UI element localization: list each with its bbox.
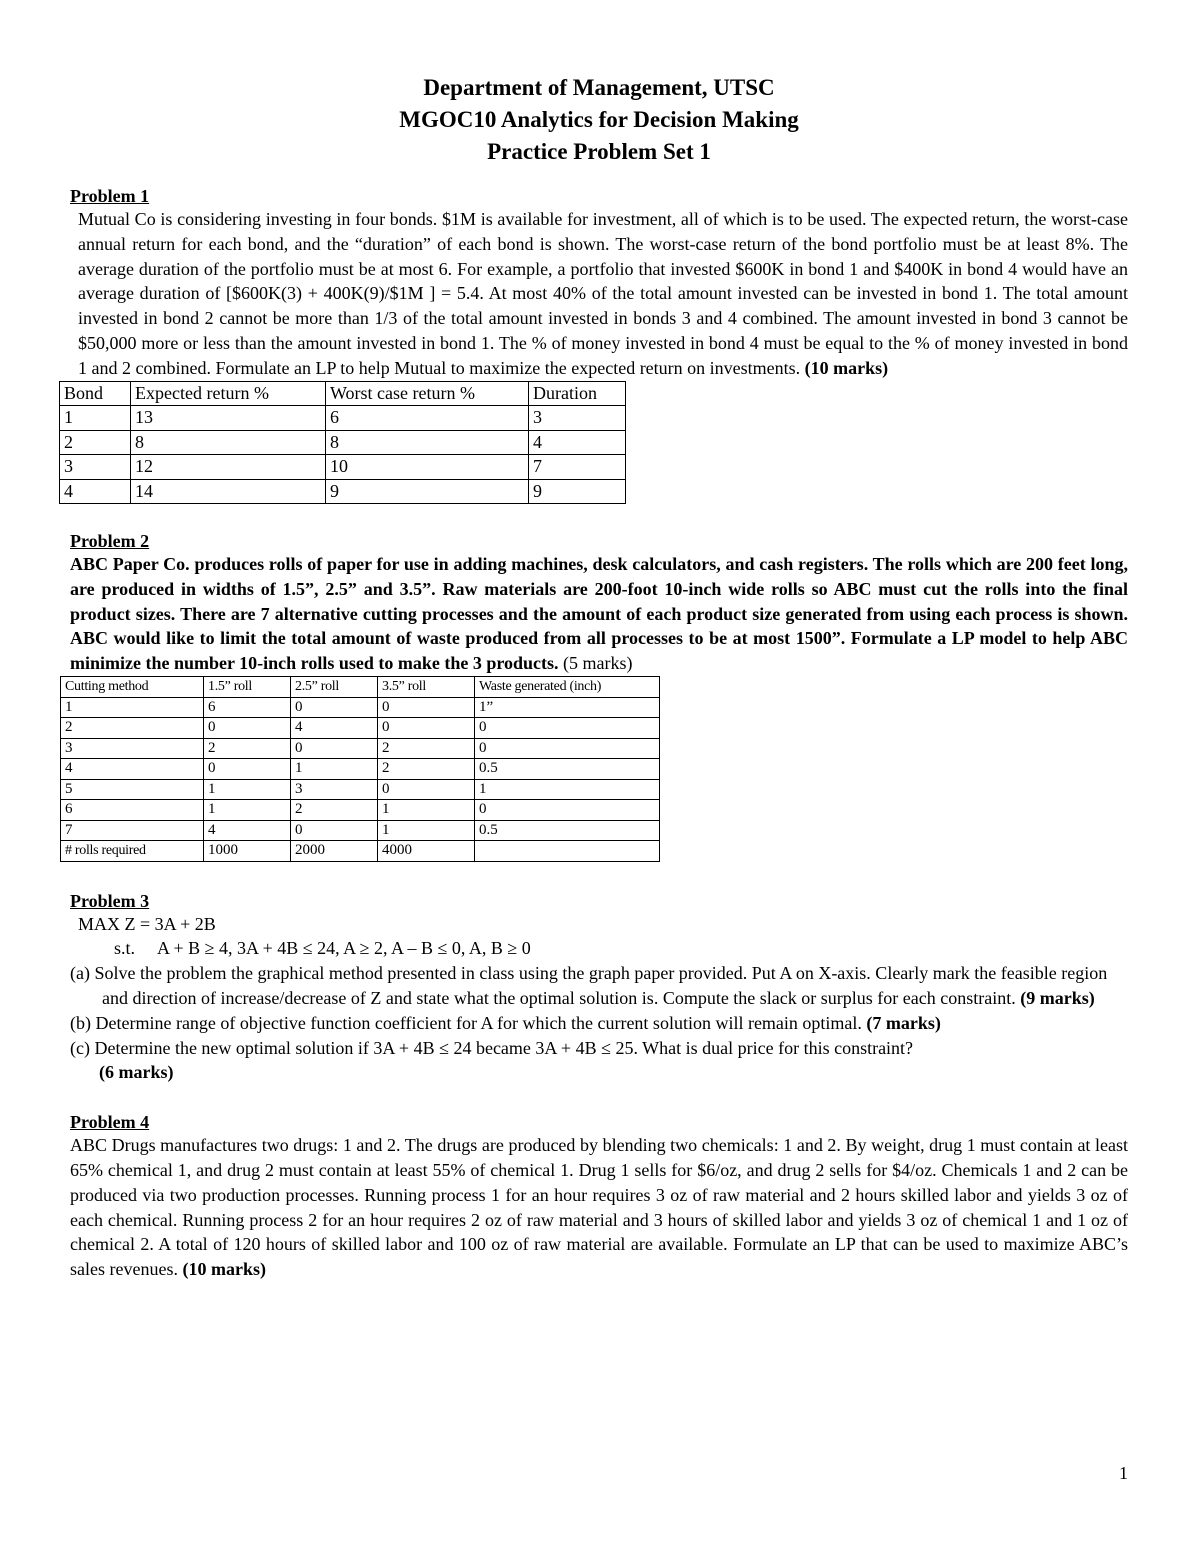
problem-set-title: Practice Problem Set 1 bbox=[487, 139, 711, 164]
table-header-cell: Duration bbox=[529, 381, 626, 406]
table-cell: 3 bbox=[60, 455, 131, 480]
table-row bbox=[60, 479, 626, 504]
table-row bbox=[61, 820, 660, 841]
table-cell: 0 bbox=[475, 738, 660, 759]
problem-4-text: ABC Drugs manufactures two drugs: 1 and 2. The drugs are produced by blending two chemicals: 1 and 2. By weight, drug 1 must contain at least 65% chemical 1, and drug 2 must contain at least 55% of chemical 1. Drug 1 sells for $6/oz, and drug 2 sells for $4/oz. Chemicals 1 and 2 can be produced via two production processes. Running process 1 for an hour requires 3 oz of raw material and 2 hours skilled labor and yields 3 oz of each chemical. Running process 2 for an hour requires 2 oz of raw material and 3 hours of skilled labor and yields 3 oz of chemical 1 and 1 oz of chemical 2. A total of 120 hours of skilled labor and 100 oz of raw material are available. Formulate an LP that can be used to maximize ABC’s sales revenues. (10 marks) bbox=[70, 1135, 1128, 1280]
table-cell: 0 bbox=[291, 697, 378, 718]
table-cell: 1 bbox=[291, 759, 378, 780]
table-cell: # rolls required bbox=[61, 841, 204, 862]
problem-2-text: ABC Paper Co. produces rolls of paper for use in adding machines, desk calculators, and cash registers. The rolls which are 200 feet long, are produced in widths of 1.5”, 2.5” and 3.5”. Raw materials are 200-foot 10-inch wide rolls so ABC must cut the rolls into the final product sizes. There are 7 alternative cutting processes and the amount of each product size generated from using each process is shown. ABC would like to limit the total amount of waste produced from all processes to be at most 1500”. Formulate a LP model to help ABC minimize the number 10-inch rolls used to make the 3 products. (5 marks) bbox=[70, 554, 1128, 674]
part-b-marks: (7 marks) bbox=[866, 1012, 941, 1033]
subject-to-label: s.t. bbox=[114, 938, 136, 959]
table-row bbox=[61, 759, 660, 780]
table-cell: 13 bbox=[131, 406, 326, 431]
table-cell: 0 bbox=[378, 697, 475, 718]
table-cell: 0 bbox=[378, 779, 475, 800]
table-cell: 0 bbox=[291, 820, 378, 841]
table-row bbox=[61, 718, 660, 739]
table-cell: 1 bbox=[378, 820, 475, 841]
table-cell: 4 bbox=[291, 718, 378, 739]
problem-1-title: Problem 1 bbox=[70, 186, 150, 206]
table-cell: 4 bbox=[204, 820, 291, 841]
department-title: Department of Management, UTSC bbox=[423, 75, 775, 100]
problem-2-title: Problem 2 bbox=[70, 531, 150, 552]
part-c: (c) Determine the new optimal solution if 3A + 4B ≤ 24 became 3A + 4B ≤ 25. What is dual price for this constraint? bbox=[70, 1037, 914, 1058]
table-cell: 1000 bbox=[204, 841, 291, 862]
table-cell: 9 bbox=[326, 479, 529, 504]
table-cell: 6 bbox=[61, 800, 204, 821]
table-cell bbox=[475, 841, 660, 862]
table-cell: 10 bbox=[326, 455, 529, 480]
table-cell: 2000 bbox=[291, 841, 378, 862]
table-cell: 0 bbox=[204, 759, 291, 780]
table-cell: 4 bbox=[60, 479, 131, 504]
table-header-cell: 2.5” roll bbox=[291, 677, 378, 698]
table-header-cell: 1.5” roll bbox=[204, 677, 291, 698]
table-cell: 2 bbox=[378, 759, 475, 780]
problem-1-marks: (10 marks) bbox=[804, 357, 889, 378]
table-row bbox=[61, 841, 660, 862]
cutting-table bbox=[60, 676, 660, 862]
table-cell: 0 bbox=[378, 718, 475, 739]
table-cell: 4 bbox=[61, 759, 204, 780]
table-cell: 7 bbox=[61, 820, 204, 841]
table-cell: 7 bbox=[529, 455, 626, 480]
table-cell: 2 bbox=[378, 738, 475, 759]
table-cell: 8 bbox=[131, 430, 326, 455]
table-cell: 0 bbox=[475, 718, 660, 739]
table-cell: 6 bbox=[326, 406, 529, 431]
bond-table bbox=[59, 381, 626, 505]
problem-2-marks: (5 marks) bbox=[558, 653, 633, 674]
table-cell: 4 bbox=[529, 430, 626, 455]
table-cell: 12 bbox=[131, 455, 326, 480]
page-number: 1 bbox=[1119, 1463, 1128, 1483]
problem-3-section bbox=[70, 890, 1128, 1086]
table-cell: 2 bbox=[61, 718, 204, 739]
table-cell: 2 bbox=[291, 800, 378, 821]
table-cell: 3 bbox=[291, 779, 378, 800]
part-a: (a) Solve the problem the graphical method presented in class using the graph paper provided. Put A on X-axis. Clearly mark the feasible region and direction of increase/decrease of Z and state what the optimal solution is. Compute the slack or surplus for each constraint. (9 marks) bbox=[70, 963, 1108, 1008]
part-a-marks: (9 marks) bbox=[1020, 987, 1095, 1008]
table-row bbox=[61, 800, 660, 821]
table-row bbox=[60, 430, 626, 455]
table-cell: 0 bbox=[204, 718, 291, 739]
objective-function: MAX Z = 3A + 2B bbox=[78, 913, 216, 934]
table-cell: 1” bbox=[475, 697, 660, 718]
table-header-row bbox=[60, 381, 626, 406]
table-cell: 14 bbox=[131, 479, 326, 504]
table-cell: 2 bbox=[204, 738, 291, 759]
table-header-cell: Expected return % bbox=[131, 381, 326, 406]
table-cell: 2 bbox=[60, 430, 131, 455]
part-b: (b) Determine range of objective function coefficient for A for which the current solution will remain optimal. (7 marks) bbox=[70, 1012, 941, 1033]
document-header bbox=[70, 72, 1128, 168]
table-cell: 0 bbox=[291, 738, 378, 759]
table-header-row bbox=[61, 677, 660, 698]
problem-1-text: Mutual Co is considering investing in four bonds. $1M is available for investment, all of which is to be used. The expected return, the worst-case annual return for each bond, and the “duration” of each bond is shown. The worst-case return of the bond portfolio must be at least 8%. The average duration of the portfolio must be at most 6. For example, a portfolio that invested $600K in bond 1 and $400K in bond 4 would have an average duration of [$600K(3) + 400K(9)/$1M ] = 5.4. At most 40% of the total amount invested can be invested in bond 1. The total amount invested in bond 2 cannot be more than 1/3 of the total amount invested in bonds 3 and 4 combined. The amount invested in bond 3 cannot be $50,000 more or less than the amount invested in bond 1. The % of money invested in bond 4 must be equal to the % of money invested in bond 1 and 2 combined. Formulate an LP to help Mutual to maximize the expected return on investments. (10 marks) bbox=[78, 209, 1128, 378]
table-cell: 9 bbox=[529, 479, 626, 504]
constraints-line bbox=[70, 936, 1128, 961]
table-cell: 1 bbox=[204, 779, 291, 800]
table-cell: 5 bbox=[61, 779, 204, 800]
problem-3-title: Problem 3 bbox=[70, 890, 150, 911]
table-cell: 8 bbox=[326, 430, 529, 455]
table-row bbox=[61, 738, 660, 759]
table-cell: 1 bbox=[475, 779, 660, 800]
part-c-marks: (6 marks) bbox=[99, 1062, 174, 1083]
problem-4-marks: (10 marks) bbox=[182, 1259, 266, 1280]
table-cell: 1 bbox=[60, 406, 131, 431]
table-cell: 0.5 bbox=[475, 759, 660, 780]
problem-1-section bbox=[64, 185, 1128, 504]
table-cell: 0 bbox=[475, 800, 660, 821]
table-header-cell: 3.5” roll bbox=[378, 677, 475, 698]
problem-4-title: Problem 4 bbox=[70, 1112, 150, 1133]
constraints-list: A + B ≥ 4, 3A + 4B ≤ 24, A ≥ 2, A – B ≤ 0, A, B ≥ 0 bbox=[157, 938, 531, 959]
table-cell: 1 bbox=[378, 800, 475, 821]
table-cell: 3 bbox=[61, 738, 204, 759]
table-cell: 3 bbox=[529, 406, 626, 431]
problem-4-section bbox=[70, 1111, 1128, 1282]
table-header-cell: Waste generated (inch) bbox=[475, 677, 660, 698]
table-header-cell: Bond bbox=[60, 381, 131, 406]
table-header-cell: Worst case return % bbox=[326, 381, 529, 406]
table-header-cell: Cutting method bbox=[61, 677, 204, 698]
course-title: MGOC10 Analytics for Decision Making bbox=[399, 107, 799, 132]
table-cell: 1 bbox=[61, 697, 204, 718]
table-cell: 6 bbox=[204, 697, 291, 718]
document-page bbox=[64, 72, 1128, 1282]
table-cell: 4000 bbox=[378, 841, 475, 862]
table-cell: 0.5 bbox=[475, 820, 660, 841]
table-row bbox=[60, 406, 626, 431]
table-row bbox=[61, 779, 660, 800]
problem-2-section bbox=[65, 530, 1128, 861]
table-row bbox=[60, 455, 626, 480]
table-cell: 1 bbox=[204, 800, 291, 821]
table-row bbox=[61, 697, 660, 718]
